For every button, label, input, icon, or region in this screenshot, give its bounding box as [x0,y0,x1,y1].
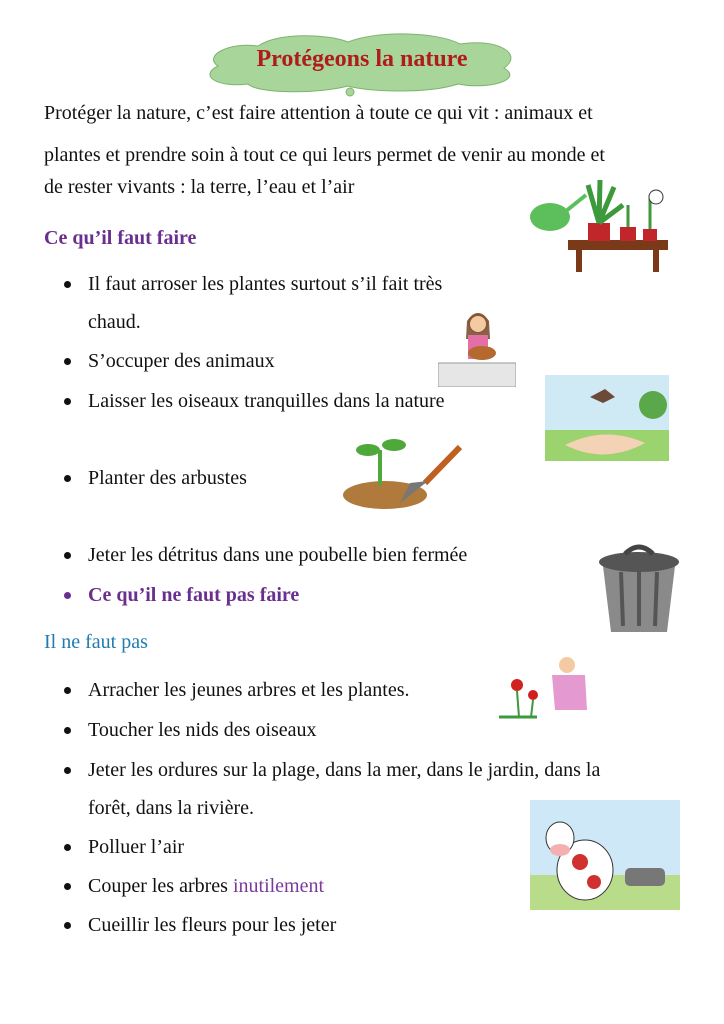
section-heading-dont: Ce qu’il ne faut pas faire [88,584,300,606]
list-item: Arracher les jeunes arbres et les plantes. [88,679,410,701]
gardener-uprooting-illustration [497,655,591,723]
list-item: Laisser les oiseaux tranquilles dans la nature [88,390,445,412]
highlighted-word: inutilement [232,875,325,897]
bullet [64,687,71,694]
bullet [64,281,71,288]
intro-line: plantes et prendre soin à tout ce qui leurs permet de venir au monde et [44,144,605,166]
list-item [88,874,324,898]
bullet [64,922,71,929]
list-item: Planter des arbustes [88,467,247,489]
list-item: Jeter les détritus dans une poubelle bien fermée [88,544,468,566]
list-item: S’occuper des animaux [88,350,275,372]
list-item: Il faut arroser les plantes surtout s’il fait très [88,273,443,295]
intro-line: de rester vivants : la terre, l’eau et l’air [44,176,355,198]
bullet [64,727,71,734]
girl-with-dog-illustration [438,305,516,387]
bullet [64,552,71,559]
bullet [64,767,71,774]
section-heading-do: Ce qu’il faut faire [44,227,197,249]
bullet [64,358,71,365]
list-item: Toucher les nids des oiseaux [88,719,317,741]
bird-in-hands-illustration [545,375,669,461]
list-item: forêt, dans la rivière. [88,797,255,819]
intro-line: Protéger la nature, c’est faire attention à toute ce qui vit : animaux et [44,102,593,124]
watering-plants-illustration [528,175,670,275]
page-title: Protégeons la nature [256,46,468,72]
polluted-cow-illustration [530,800,680,910]
list-item: chaud. [88,311,141,333]
trash-can-icon [597,540,681,636]
bullet [64,844,71,851]
list-item: Polluer l’air [88,836,185,858]
subheading: Il ne faut pas [44,631,148,653]
list-item: Jeter les ordures sur la plage, dans la mer, dans le jardin, dans la [88,759,601,781]
bullet [64,398,71,405]
bullet [64,883,71,890]
bullet [64,592,71,599]
planting-trowel-illustration [340,435,462,511]
list-item-text: Couper les arbres [88,875,233,897]
list-item: Cueillir les fleurs pour les jeter [88,914,337,936]
bullet [64,475,71,482]
